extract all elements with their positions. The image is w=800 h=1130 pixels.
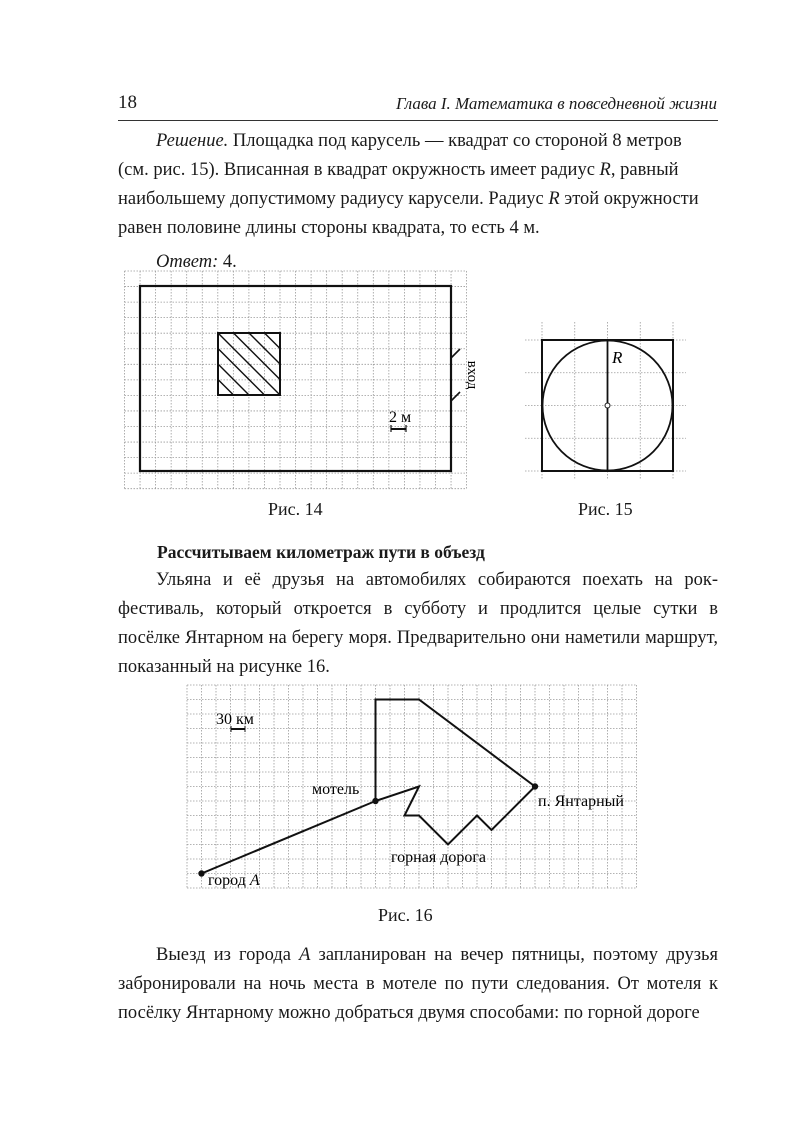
answer-label: Ответ: — [156, 252, 219, 272]
mountain-road-label: горная дорога — [391, 849, 486, 866]
solution-line-2: (см. рис. 15). Вписанная в квадрат окружность имеет радиус R, равный — [118, 160, 679, 180]
grid — [525, 322, 686, 480]
var-r: R — [548, 189, 560, 209]
page-number: 18 — [118, 92, 137, 113]
radius-label: R — [612, 348, 623, 367]
route-northern-road — [376, 700, 536, 802]
header-rule — [118, 120, 718, 121]
solution-label: Решение. — [156, 131, 229, 151]
city-label: город A — [208, 872, 260, 889]
hatch-line — [265, 333, 281, 349]
figure-16 — [180, 680, 650, 895]
motel-point — [372, 798, 378, 804]
motel-label: мотель — [312, 781, 360, 798]
yantarny-point — [532, 783, 538, 789]
section-heading: Рассчитываем километраж пути в объезд — [157, 542, 485, 562]
city-var: A — [299, 945, 311, 965]
figure-16-caption: Рис. 16 — [378, 905, 433, 925]
city-a-point — [198, 870, 204, 876]
paragraph-2: Выезд из города A запланирован на вечер пятницы, поэтому друзья забронировали на ночь места в мотеле по пути следования. От мотеля к посёлку Янтарному можно добраться двумя способами: по горной дороге — [118, 945, 718, 1023]
hatch-line — [218, 380, 234, 396]
solution-line-3: наибольшему допустимому радиусу карусели. Радиус R этой окружности — [118, 189, 699, 209]
answer-value: 4. — [218, 252, 237, 272]
chapter-title: Глава I. Математика в повседневной жизни — [395, 94, 717, 113]
hatch-line — [218, 364, 249, 395]
solution-text — [118, 127, 718, 277]
var-r: R — [599, 160, 611, 180]
entrance-mark-bottom — [451, 392, 460, 401]
destination-label: п. Янтарный — [538, 793, 624, 810]
grid — [125, 271, 467, 489]
figure-14 — [118, 268, 480, 492]
scale-label: 30 км — [216, 711, 254, 728]
center-point — [605, 403, 610, 408]
paragraph-1: Ульяна и её друзья на автомобилях собираются поехать на рок-фестиваль, который откроется в субботу и продлится целые сутки в посёлке Янтарном на берегу моря. Предварительно они наметили маршрут, показанный на рисунке 16. — [118, 570, 718, 677]
solution-line-4: равен половине длины стороны квадрата, то есть 4 м. — [118, 218, 540, 238]
solution-line-1: Решение. Площадка под карусель — квадрат со стороной 8 метров — [156, 131, 682, 151]
figure-15-caption: Рис. 15 — [578, 499, 633, 519]
entrance-label: вход — [464, 360, 480, 390]
figure-15 — [520, 320, 690, 480]
scale-bar — [391, 425, 406, 432]
figure-14-caption: Рис. 14 — [268, 499, 323, 519]
scale-label: 2 м — [388, 409, 412, 426]
entrance-mark-top — [451, 349, 460, 358]
